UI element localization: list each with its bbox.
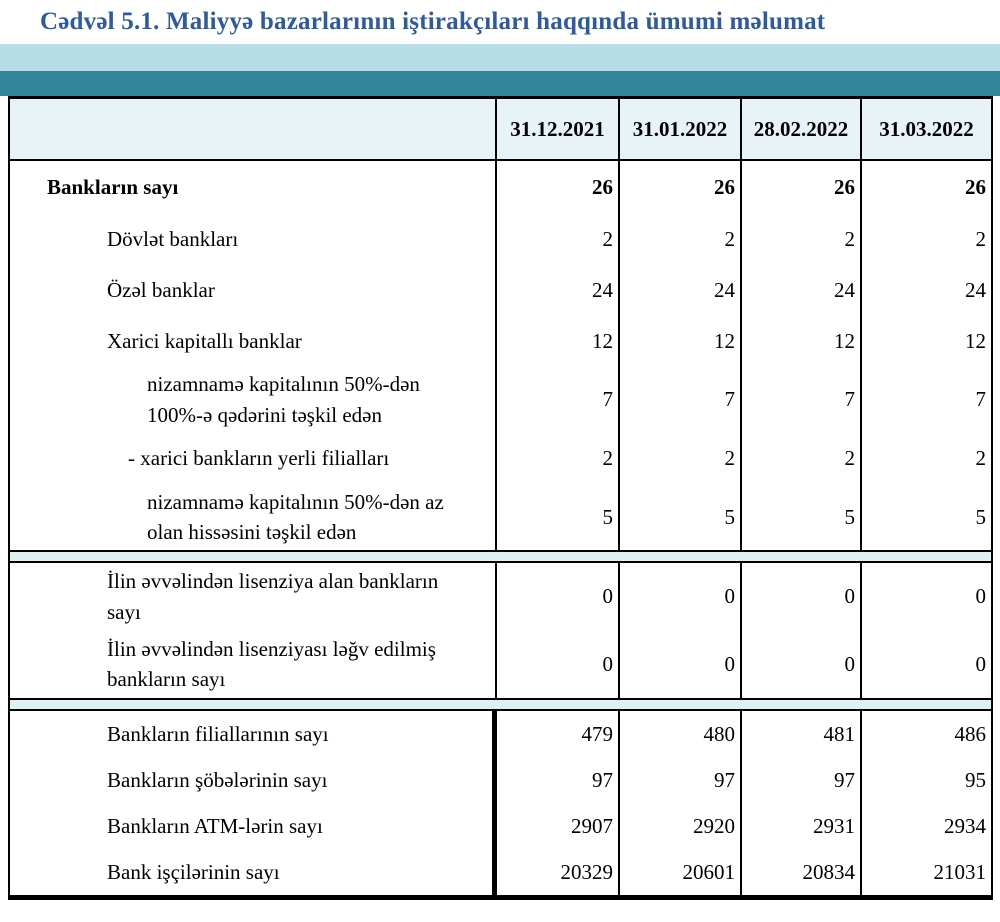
row-value: 5 [742, 484, 862, 550]
table-row [10, 161, 991, 214]
row-value: 24 [965, 278, 986, 302]
row-value: 0 [975, 651, 986, 676]
row-value: 5 [620, 484, 742, 550]
row-label: nizamnamə kapitalının 50%-dən az olan hissəsini təşkil edən [10, 484, 497, 550]
header-empty-cell [10, 99, 497, 159]
row-label: Bankların şöbələrinin sayı [10, 757, 497, 803]
page-title: Cədvəl 5.1. Maliyyə bazarlarının iştirakçıları haqqında ümumi məlumat [40, 8, 826, 35]
table-row [10, 265, 991, 316]
financial-markets-table [8, 96, 993, 900]
row-label: nizamnamə kapitalının 50%-dən 100%-ə qədərini təşkil edən [10, 367, 497, 432]
row-value: 2931 [742, 803, 862, 849]
row-value: 480 [620, 711, 742, 757]
row-value: 97 [620, 757, 742, 803]
row-label: Bank işçilərinin sayı [10, 849, 497, 895]
row-value: 0 [497, 630, 620, 698]
row-value: 0 [497, 563, 620, 630]
row-value: 26 [497, 161, 620, 214]
column-header-date: 31.01.2022 [620, 99, 742, 159]
table-row [10, 316, 991, 367]
row-value: 0 [742, 630, 862, 698]
row-value: 0 [975, 584, 986, 608]
row-value: 2907 [497, 803, 620, 849]
table-row [10, 711, 991, 757]
row-value: 26 [965, 175, 986, 199]
table-row [10, 563, 991, 630]
row-value: 12 [742, 316, 862, 367]
table-row [10, 757, 991, 803]
column-header-date: 31.12.2021 [497, 99, 620, 159]
table-section-infrastructure [10, 711, 991, 895]
decorative-band-teal [0, 71, 1000, 96]
row-value: 2 [742, 214, 862, 265]
row-value: 2 [620, 432, 742, 484]
column-header-date: 31.03.2022 [879, 116, 974, 141]
row-label: Özəl banklar [10, 265, 497, 316]
row-value: 5 [975, 504, 986, 529]
row-value: 486 [954, 721, 986, 746]
section-separator [10, 698, 991, 711]
row-value: 7 [620, 367, 742, 432]
row-value: 97 [742, 757, 862, 803]
table-row [10, 214, 991, 265]
column-header-date: 28.02.2022 [742, 99, 862, 159]
row-value: 2 [497, 214, 620, 265]
table-row [10, 630, 991, 698]
row-label: Bankların filiallarının sayı [10, 711, 497, 757]
row-value: 20601 [620, 849, 742, 895]
row-value: 2920 [620, 803, 742, 849]
table-section-banks [10, 161, 991, 550]
row-value: 24 [497, 265, 620, 316]
row-value: 20834 [742, 849, 862, 895]
table-row [10, 849, 991, 895]
row-value: 7 [742, 367, 862, 432]
row-value: 0 [742, 563, 862, 630]
row-value: 479 [497, 711, 620, 757]
table-row [10, 803, 991, 849]
row-label: İlin əvvəlindən lisenziyası ləğv edilmiş bankların sayı [10, 630, 497, 698]
row-value: 2 [975, 227, 986, 251]
row-value: 95 [965, 767, 986, 792]
row-value: 26 [620, 161, 742, 214]
row-value: 2 [975, 445, 986, 470]
row-value: 24 [742, 265, 862, 316]
row-value: 7 [975, 387, 986, 411]
table-header-row [10, 99, 991, 161]
table-row [10, 432, 991, 484]
row-label: İlin əvvəlindən lisenziya alan bankların sayı [10, 563, 497, 630]
row-value: 0 [620, 563, 742, 630]
row-label: Bankların sayı [10, 161, 497, 214]
table-row [10, 367, 991, 432]
row-value: 481 [742, 711, 862, 757]
row-value: 97 [497, 757, 620, 803]
section-separator [10, 550, 991, 563]
row-value: 24 [620, 265, 742, 316]
row-value: 0 [620, 630, 742, 698]
row-value: 26 [742, 161, 862, 214]
row-value: 7 [497, 367, 620, 432]
row-value: 2 [620, 214, 742, 265]
row-value: 2934 [944, 813, 986, 838]
table-section-licenses [10, 563, 991, 698]
row-value: 12 [497, 316, 620, 367]
row-value: 2 [742, 432, 862, 484]
row-value: 21031 [933, 859, 986, 884]
row-label: - xarici bankların yerli filialları [10, 432, 497, 484]
row-value: 2 [497, 432, 620, 484]
decorative-band-light [0, 44, 1000, 71]
row-label: Bankların ATM-lərin sayı [10, 803, 497, 849]
row-value: 20329 [497, 849, 620, 895]
row-value: 5 [497, 484, 620, 550]
row-value: 12 [620, 316, 742, 367]
row-label: Xarici kapitallı banklar [10, 316, 497, 367]
row-value: 12 [965, 329, 986, 353]
row-label: Dövlət bankları [10, 214, 497, 265]
table-row [10, 484, 991, 550]
